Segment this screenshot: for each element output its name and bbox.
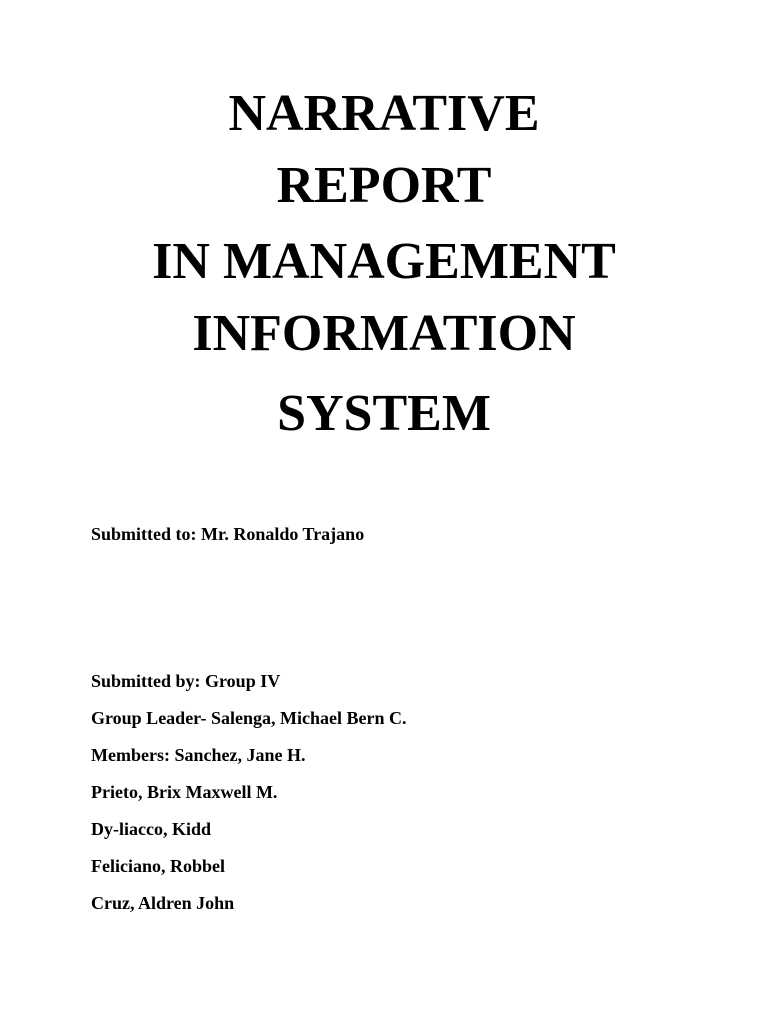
submitted-by-block: [91, 670, 406, 929]
title-line-in-management: IN MANAGEMENT: [152, 233, 616, 290]
submitted-by: Submitted by: Group IV: [91, 671, 281, 691]
document-title: [0, 78, 768, 450]
submitted-to: Submitted to: Mr. Ronaldo Trajano: [91, 524, 365, 544]
title-line-report: REPORT: [276, 157, 492, 214]
member-cruz: Cruz, Aldren John: [91, 893, 235, 913]
member-dy-liacco: Dy-liacco, Kidd: [91, 819, 211, 839]
title-line-narrative: NARRATIVE: [228, 85, 540, 142]
title-line-information: INFORMATION: [192, 305, 576, 362]
title-line-system: SYSTEM: [277, 385, 491, 442]
member-feliciano: Feliciano, Robbel: [91, 856, 225, 876]
group-leader: Group Leader- Salenga, Michael Bern C.: [91, 708, 407, 728]
member-prieto: Prieto, Brix Maxwell M.: [91, 782, 278, 802]
member-sanchez: Members: Sanchez, Jane H.: [91, 745, 306, 765]
